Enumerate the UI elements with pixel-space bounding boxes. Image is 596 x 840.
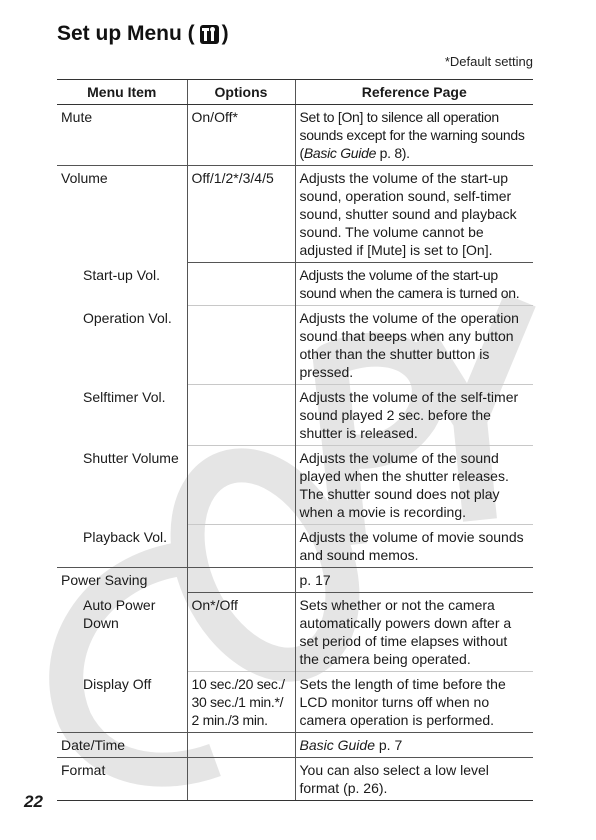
table-row [57,105,533,166]
reference: Adjusts the volume of the operation sound that beeps when any button other than the shutter button is pressed. [295,306,533,385]
options: Off/1/2*/3/4/5 [187,166,295,263]
reference: Adjusts the volume of movie sounds and sound memos. [295,525,533,568]
page-title [57,22,229,46]
menu-item: Date/Time [57,733,187,758]
menu-item: Volume [57,166,187,263]
title-prefix: Set up Menu ( [57,22,195,45]
menu-item: Selftimer Vol. [83,388,166,405]
header-options: Options [187,80,295,105]
table-row [57,672,533,733]
table-row [57,568,533,593]
wrench-hammer-icon [200,25,219,44]
menu-item: Start-up Vol. [83,266,161,283]
table-row [57,446,533,525]
table-row [57,593,533,672]
table-row [57,758,533,801]
reference: You can also select a low level format (p. 26). [295,758,533,801]
menu-item: Mute [57,105,187,166]
table-row [57,733,533,758]
reference: Adjusts the volume of the self-timer sound played 2 sec. before the shutter is released. [295,385,533,446]
table-row [57,166,533,263]
menu-item: Display Off [83,675,152,692]
reference: Set to [On] to silence all operation sounds except for the warning sounds (Basic Guide p. 8). [295,105,533,166]
options [187,758,295,801]
menu-item: Operation Vol. [83,309,172,326]
reference: p. 17 [295,568,533,593]
options [187,568,295,593]
setup-menu-table [57,79,533,801]
options [187,446,295,525]
options [187,263,295,306]
menu-item: Playback Vol. [83,528,168,545]
page-number: 22 [24,792,43,811]
options: On*/Off [187,593,295,672]
table-row [57,525,533,568]
reference: Sets the length of time before the LCD monitor turns off when no camera operation is performed. [295,672,533,733]
menu-item: Format [57,758,187,801]
options: On/Off* [187,105,295,166]
table-row [57,306,533,385]
reference: Adjusts the volume of the start-up sound, operation sound, self-timer sound, shutter sound and playback sound. The volume cannot be adjusted if [Mute] is set to [On]. [295,166,533,263]
reference: Adjusts the volume of the start-up sound when the camera is turned on. [295,263,533,306]
title-suffix: ) [221,22,229,45]
options [187,733,295,758]
reference: Adjusts the volume of the sound played when the shutter releases. The shutter sound does not play when a movie is recording. [295,446,533,525]
table-row [57,385,533,446]
menu-item: Shutter Volume [83,449,179,466]
reference: Basic Guide p. 7 [295,733,533,758]
options: 10 sec./20 sec./ 30 sec./1 min.*/ 2 min./3 min. [187,672,295,733]
options [187,385,295,446]
table-row [57,263,533,306]
reference: Sets whether or not the camera automatically powers down after a set period of time elapses without the camera being operated. [295,593,533,672]
options [187,306,295,385]
header-menu-item: Menu Item [57,80,187,105]
default-setting-note: *Default setting [444,54,533,69]
menu-item: Auto Power Down [83,596,156,631]
options [187,525,295,568]
header-reference-page: Reference Page [295,80,533,105]
menu-item: Power Saving [57,568,187,593]
table-header-row [57,80,533,105]
